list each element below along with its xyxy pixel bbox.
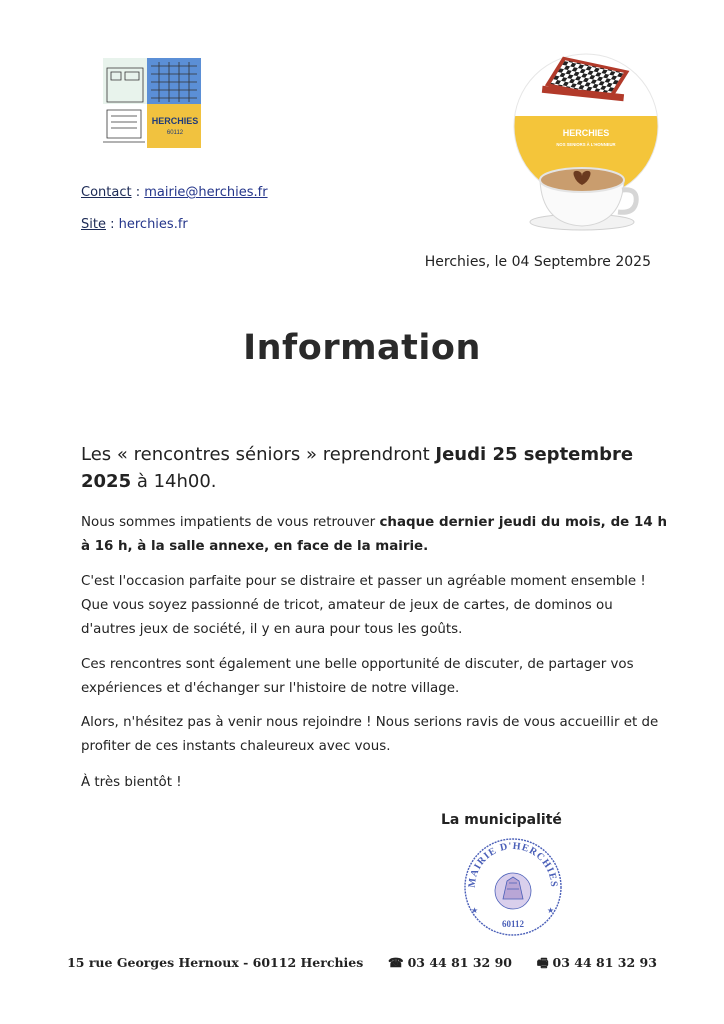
activities-paragraph: C'est l'occasion parfaite pour se distraire et passer un agréable moment ensemble ! Que vous soyez passionné de tricot, amateur de jeux de cartes, de dominos ou d'autres jeux de société, il y en aura pour tous les goûts. [81, 574, 646, 637]
site-label: Site [81, 217, 106, 232]
schedule-details: chaque dernier jeudi du mois, de 14 h à 16 h, à la salle annexe, en face de la mairie. [81, 515, 667, 554]
signature: La municipalité [441, 812, 562, 828]
badge-tagline: NOS SENIORS À L'HONNEUR [556, 142, 616, 147]
lead-text-1: Les « rencontres séniors » reprendront [81, 444, 436, 465]
logo-postcode: 60112 [166, 130, 184, 136]
contact-separator: : [131, 185, 145, 200]
site-link[interactable]: herchies.fr [118, 217, 188, 232]
schedule-paragraph [81, 511, 667, 559]
site-separator: : [105, 217, 119, 232]
stamp-star-left: ★ [471, 906, 479, 915]
coat-of-arms-icon [495, 873, 531, 909]
herchies-logo [103, 58, 201, 148]
page-title: Information [243, 328, 481, 368]
footer-address: 15 rue Georges Hernoux - 60112 Herchies [67, 955, 364, 970]
contact-line [81, 185, 268, 200]
coffee-cup-icon [530, 168, 636, 230]
fax-icon: 🖷 [536, 955, 549, 970]
badge-brand: HERCHIES [562, 128, 610, 138]
lead-paragraph [81, 441, 667, 495]
contact-email-link[interactable]: mairie@herchies.fr [144, 185, 268, 200]
stamp-postcode: 60112 [501, 919, 525, 929]
lead-date: Jeudi 25 septembre 2025 [81, 444, 634, 492]
footer-fax: 03 44 81 32 93 [552, 955, 657, 970]
schedule-text: Nous sommes impatients de vous retrouver [81, 515, 380, 530]
footer [0, 954, 724, 975]
lead-text-2: à 14h00. [131, 471, 217, 492]
date-line: Herchies, le 04 Septembre 2025 [424, 254, 651, 270]
logo-name: HERCHIES [151, 116, 199, 126]
closing-line: À très bientôt ! [81, 775, 182, 790]
mairie-stamp [461, 835, 565, 939]
stamp-star-right: ★ [547, 906, 555, 915]
opportunity-paragraph: Ces rencontres sont également une belle opportunité de discuter, de partager vos expériences et d'échanger sur l'histoire de notre village. [81, 657, 634, 696]
stamp-text: MAIRIE D'HERCHIES [466, 840, 560, 889]
site-line [81, 217, 188, 232]
footer-phone: 03 44 81 32 90 [407, 955, 512, 970]
invitation-paragraph: Alors, n'hésitez pas à venir nous rejoindre ! Nous serions ravis de vous accueillir et de profiter de ces instants chaleureux avec vous. [81, 715, 659, 754]
seniors-badge [512, 46, 660, 234]
phone-icon: ☎ [388, 955, 404, 970]
contact-label: Contact [81, 185, 132, 200]
